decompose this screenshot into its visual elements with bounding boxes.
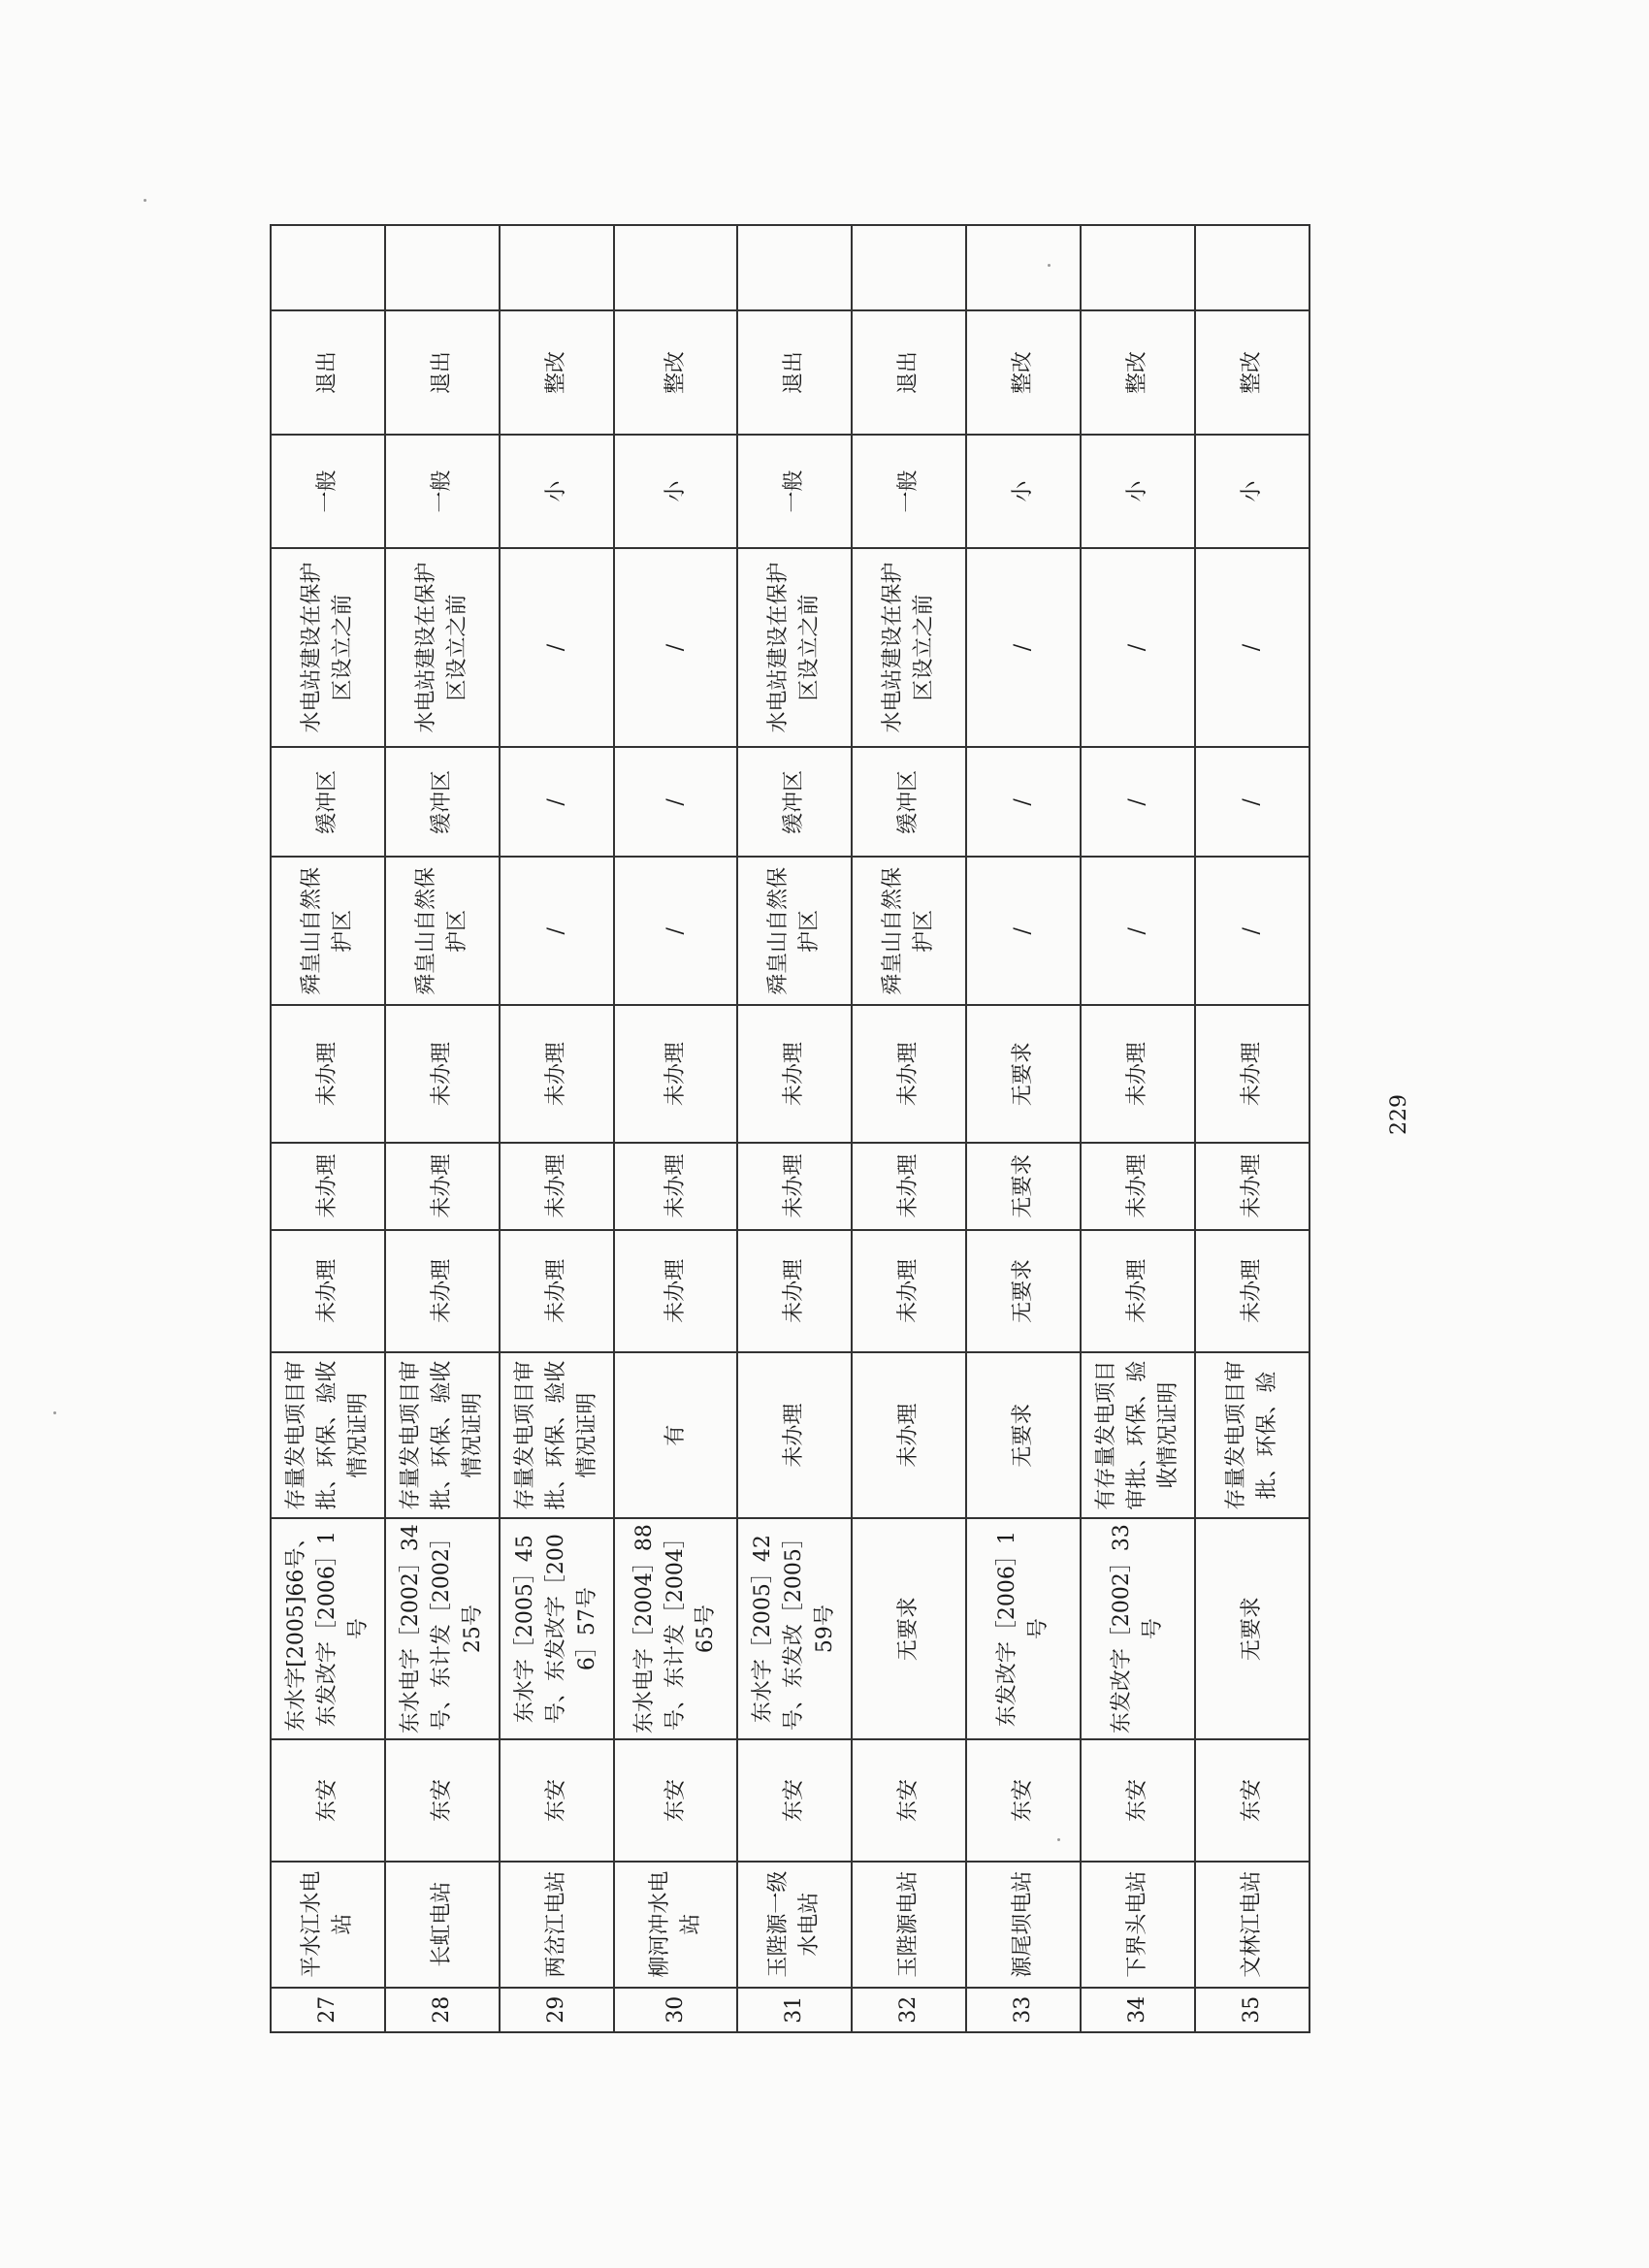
remark-cell — [385, 225, 500, 310]
scan-speck — [1048, 264, 1051, 267]
nature-reserve-cell: / — [614, 857, 737, 1005]
procedure-status-cell: 未办理 — [1081, 1005, 1195, 1142]
row-number-cell: 34 — [1081, 1988, 1195, 2032]
approval-documents-cell: 东发改字［2006］1号 — [966, 1518, 1081, 1739]
procedure-status-cell: 未办理 — [385, 1230, 500, 1353]
reserve-zone-cell: / — [1195, 747, 1310, 857]
reserve-zone-cell: / — [614, 747, 737, 857]
procedure-status-cell: 未办理 — [614, 1230, 737, 1353]
procedure-status-cell: 未办理 — [271, 1230, 385, 1353]
row-number-cell: 29 — [500, 1988, 614, 2032]
procedure-status-cell: 未办理 — [737, 1005, 852, 1142]
procedure-status-cell: 未办理 — [737, 1143, 852, 1230]
scan-speck — [1057, 1838, 1060, 1841]
procedure-status-cell: 未办理 — [1195, 1230, 1310, 1353]
row-number-cell: 31 — [737, 1988, 852, 2032]
impact-level-cell: 一般 — [271, 435, 385, 547]
county-cell: 东安 — [1195, 1739, 1310, 1862]
remark-cell — [271, 225, 385, 310]
nature-reserve-cell: / — [1081, 857, 1195, 1005]
inventory-proof-cell: 无要求 — [966, 1352, 1081, 1518]
nature-reserve-cell: 舜皇山自然保护区 — [737, 857, 852, 1005]
row-number-cell: 27 — [271, 1988, 385, 2032]
remark-cell — [1081, 225, 1195, 310]
row-number-cell: 30 — [614, 1988, 737, 2032]
scan-speck — [144, 199, 146, 202]
rectification-measure-cell: 整改 — [966, 310, 1081, 436]
table-row — [614, 225, 737, 2032]
scan-speck — [53, 1411, 56, 1414]
county-cell: 东安 — [737, 1739, 852, 1862]
procedure-status-cell: 未办理 — [271, 1005, 385, 1142]
table-row — [1081, 225, 1195, 2032]
county-cell: 东安 — [852, 1739, 966, 1862]
construction-timing-cell: 水电站建设在保护区设立之前 — [385, 548, 500, 748]
impact-level-cell: 小 — [1081, 435, 1195, 547]
inventory-proof-cell: 有 — [614, 1352, 737, 1518]
rectification-measure-cell: 退出 — [385, 310, 500, 436]
nature-reserve-cell: / — [500, 857, 614, 1005]
reserve-zone-cell: 缓冲区 — [385, 747, 500, 857]
remark-cell — [614, 225, 737, 310]
page-number: 229 — [1387, 1094, 1411, 1135]
approval-documents-cell: 东水电字［2002］34号、东计发［2002］25号 — [385, 1518, 500, 1739]
county-cell: 东安 — [1081, 1739, 1195, 1862]
procedure-status-cell: 未办理 — [1195, 1143, 1310, 1230]
construction-timing-cell: 水电站建设在保护区设立之前 — [271, 548, 385, 748]
table-row — [852, 225, 966, 2032]
impact-level-cell: 一般 — [852, 435, 966, 547]
rotated-table-wrapper — [270, 224, 1310, 2033]
remark-cell — [852, 225, 966, 310]
procedure-status-cell: 无要求 — [966, 1230, 1081, 1353]
procedure-status-cell: 未办理 — [852, 1143, 966, 1230]
reserve-zone-cell: / — [500, 747, 614, 857]
table-row — [385, 225, 500, 2032]
inventory-proof-cell: 存量发电项目审批、环保、验收情况证明 — [500, 1352, 614, 1518]
station-name-cell: 平水江水电站 — [271, 1862, 385, 1988]
rectification-measure-cell: 整改 — [1081, 310, 1195, 436]
remark-cell — [500, 225, 614, 310]
procedure-status-cell: 未办理 — [271, 1143, 385, 1230]
station-name-cell: 玉陛源电站 — [852, 1862, 966, 1988]
county-cell: 东安 — [966, 1739, 1081, 1862]
procedure-status-cell: 未办理 — [852, 1230, 966, 1353]
procedure-status-cell: 未办理 — [1195, 1005, 1310, 1142]
remark-cell — [966, 225, 1081, 310]
inventory-proof-cell: 存量发电项目审批、环保、验收情况证明 — [385, 1352, 500, 1518]
approval-documents-cell: 东水字[2005]66号、东发改字［2006］1号 — [271, 1518, 385, 1739]
table-row — [271, 225, 385, 2032]
impact-level-cell: 小 — [500, 435, 614, 547]
rectification-measure-cell: 退出 — [852, 310, 966, 436]
construction-timing-cell: / — [1081, 548, 1195, 748]
procedure-status-cell: 未办理 — [614, 1143, 737, 1230]
nature-reserve-cell: / — [1195, 857, 1310, 1005]
impact-level-cell: 一般 — [737, 435, 852, 547]
table-row — [966, 225, 1081, 2032]
reserve-zone-cell: 缓冲区 — [737, 747, 852, 857]
nature-reserve-cell: 舜皇山自然保护区 — [852, 857, 966, 1005]
station-name-cell: 柳河冲水电站 — [614, 1862, 737, 1988]
procedure-status-cell: 未办理 — [500, 1005, 614, 1142]
county-cell: 东安 — [614, 1739, 737, 1862]
procedure-status-cell: 未办理 — [737, 1230, 852, 1353]
row-number-cell: 35 — [1195, 1988, 1310, 2032]
station-name-cell: 玉陛源一级水电站 — [737, 1862, 852, 1988]
procedure-status-cell: 未办理 — [1081, 1230, 1195, 1353]
rectification-measure-cell: 整改 — [1195, 310, 1310, 436]
nature-reserve-cell: / — [966, 857, 1081, 1005]
row-number-cell: 33 — [966, 1988, 1081, 2032]
remark-cell — [737, 225, 852, 310]
station-name-cell: 两岔江电站 — [500, 1862, 614, 1988]
station-name-cell: 下界头电站 — [1081, 1862, 1195, 1988]
approval-documents-cell: 无要求 — [852, 1518, 966, 1739]
reserve-zone-cell: 缓冲区 — [852, 747, 966, 857]
construction-timing-cell: / — [966, 548, 1081, 748]
procedure-status-cell: 未办理 — [1081, 1143, 1195, 1230]
table-body — [271, 225, 1310, 2032]
reserve-zone-cell: 缓冲区 — [271, 747, 385, 857]
approval-documents-cell: 东发改字［2002］33号 — [1081, 1518, 1195, 1739]
hydropower-station-table — [270, 224, 1310, 2033]
rectification-measure-cell: 退出 — [271, 310, 385, 436]
rectification-measure-cell: 退出 — [737, 310, 852, 436]
approval-documents-cell: 东水字［2005］45号、东发改字［2006］57号 — [500, 1518, 614, 1739]
station-name-cell: 源尾坝电站 — [966, 1862, 1081, 1988]
impact-level-cell: 小 — [966, 435, 1081, 547]
procedure-status-cell: 未办理 — [385, 1005, 500, 1142]
station-name-cell: 长虹电站 — [385, 1862, 500, 1988]
construction-timing-cell: / — [614, 548, 737, 748]
procedure-status-cell: 未办理 — [500, 1230, 614, 1353]
construction-timing-cell: / — [500, 548, 614, 748]
inventory-proof-cell: 存量发电项目审批、环保、验收情况证明 — [271, 1352, 385, 1518]
construction-timing-cell: 水电站建设在保护区设立之前 — [737, 548, 852, 748]
table-row — [500, 225, 614, 2032]
inventory-proof-cell: 未办理 — [737, 1352, 852, 1518]
approval-documents-cell: 无要求 — [1195, 1518, 1310, 1739]
approval-documents-cell: 东水字［2005］42号、东发改［2005］59号 — [737, 1518, 852, 1739]
impact-level-cell: 小 — [1195, 435, 1310, 547]
inventory-proof-cell: 未办理 — [852, 1352, 966, 1518]
station-name-cell: 文林江电站 — [1195, 1862, 1310, 1988]
rectification-measure-cell: 整改 — [500, 310, 614, 436]
county-cell: 东安 — [500, 1739, 614, 1862]
nature-reserve-cell: 舜皇山自然保护区 — [385, 857, 500, 1005]
county-cell: 东安 — [271, 1739, 385, 1862]
construction-timing-cell: 水电站建设在保护区设立之前 — [852, 548, 966, 748]
row-number-cell: 32 — [852, 1988, 966, 2032]
procedure-status-cell: 无要求 — [966, 1143, 1081, 1230]
impact-level-cell: 一般 — [385, 435, 500, 547]
construction-timing-cell: / — [1195, 548, 1310, 748]
county-cell: 东安 — [385, 1739, 500, 1862]
table-row — [737, 225, 852, 2032]
remark-cell — [1195, 225, 1310, 310]
row-number-cell: 28 — [385, 1988, 500, 2032]
procedure-status-cell: 无要求 — [966, 1005, 1081, 1142]
inventory-proof-cell: 存量发电项目审批、环保、验 — [1195, 1352, 1310, 1518]
reserve-zone-cell: / — [966, 747, 1081, 857]
procedure-status-cell: 未办理 — [500, 1143, 614, 1230]
nature-reserve-cell: 舜皇山自然保护区 — [271, 857, 385, 1005]
procedure-status-cell: 未办理 — [852, 1005, 966, 1142]
inventory-proof-cell: 有存量发电项目审批、环保、验收情况证明 — [1081, 1352, 1195, 1518]
reserve-zone-cell: / — [1081, 747, 1195, 857]
rectification-measure-cell: 整改 — [614, 310, 737, 436]
impact-level-cell: 小 — [614, 435, 737, 547]
procedure-status-cell: 未办理 — [614, 1005, 737, 1142]
approval-documents-cell: 东水电字［2004］88号、东计发［2004］65号 — [614, 1518, 737, 1739]
table-row — [1195, 225, 1310, 2032]
procedure-status-cell: 未办理 — [385, 1143, 500, 1230]
